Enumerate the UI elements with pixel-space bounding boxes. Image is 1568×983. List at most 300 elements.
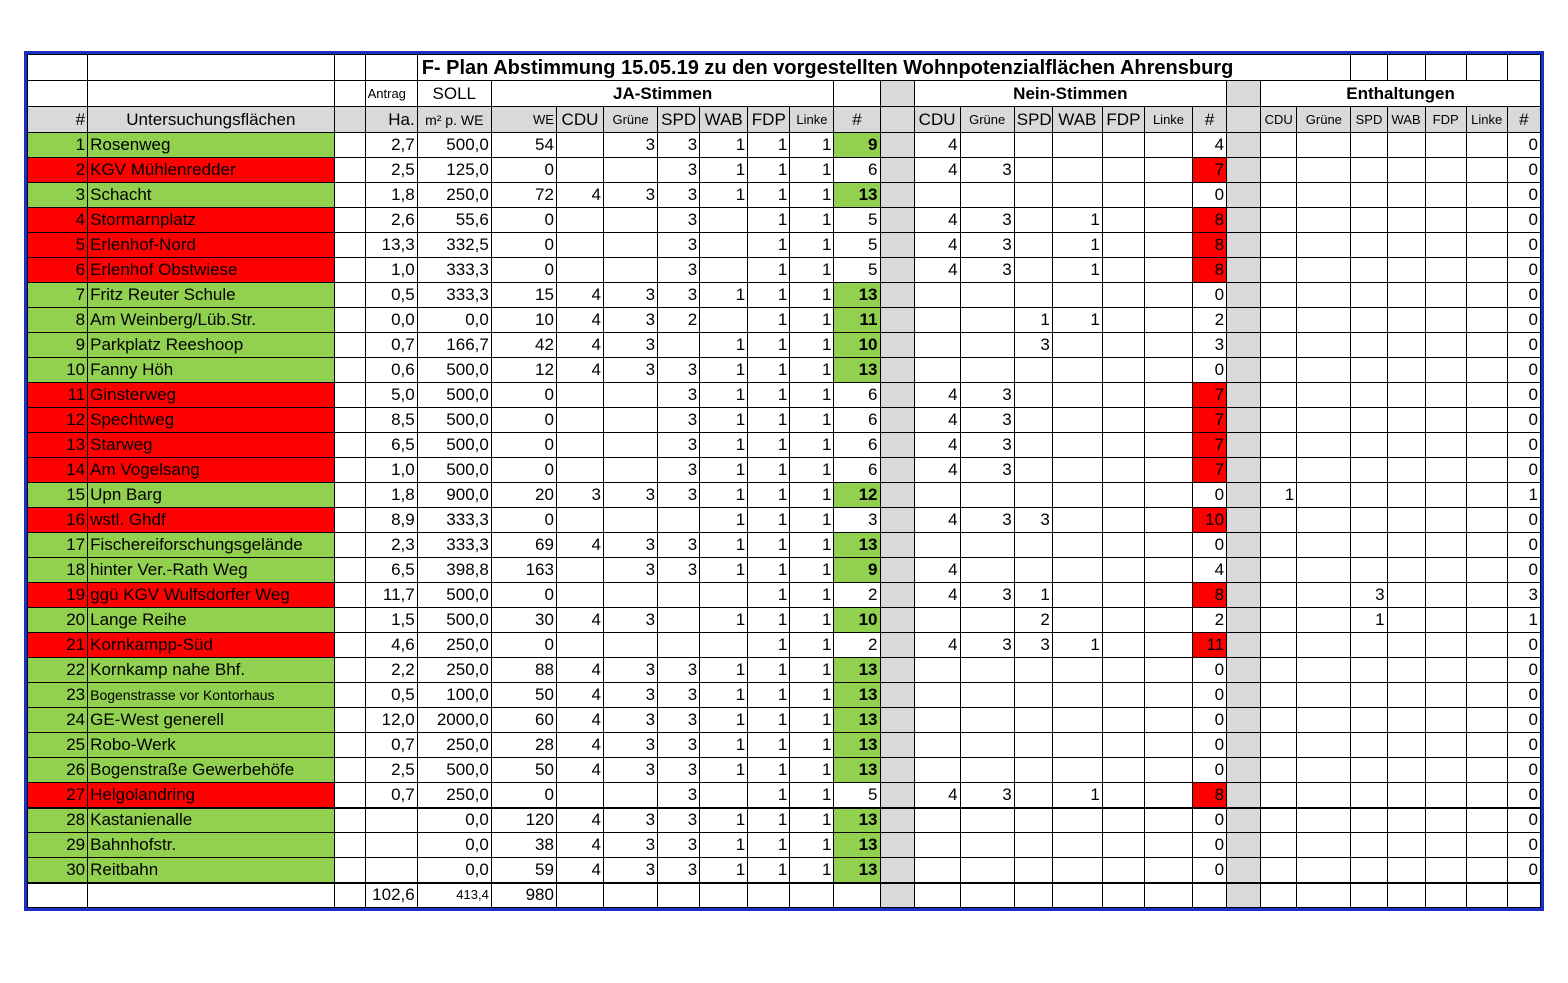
ja-vote: 3: [604, 133, 658, 158]
enth-total: 0: [1507, 133, 1540, 158]
ja-total: 5: [834, 258, 880, 283]
ja-vote: 3: [604, 483, 658, 508]
gap-cell: [1227, 133, 1261, 158]
ja-total: 9: [834, 133, 880, 158]
nein-vote: [1052, 558, 1102, 583]
ja-vote: 1: [790, 458, 834, 483]
enth-total: 0: [1507, 833, 1540, 858]
ja-vote: 3: [658, 533, 700, 558]
area-name: Bogenstraße Gewerbehöfe: [88, 758, 334, 783]
ja-total: 5: [834, 233, 880, 258]
enth-vote: [1297, 183, 1351, 208]
blank-cell: [334, 283, 365, 308]
enth-total: 0: [1507, 758, 1540, 783]
nein-total: 0: [1193, 658, 1227, 683]
row-number: 22: [28, 658, 88, 683]
ja-vote: [700, 583, 748, 608]
ja-total: 13: [834, 683, 880, 708]
we-soll: 30: [491, 608, 556, 633]
we-soll: 42: [491, 333, 556, 358]
enth-vote: [1387, 158, 1425, 183]
ja-total: 6: [834, 383, 880, 408]
enth-vote: [1425, 708, 1466, 733]
nein-vote: [1102, 483, 1144, 508]
row-number: 21: [28, 633, 88, 658]
nein-vote: [1102, 133, 1144, 158]
m2-per-we: 100,0: [417, 683, 491, 708]
ja-vote: 1: [748, 258, 790, 283]
nein-vote: [1144, 508, 1192, 533]
header-nein-3: WAB: [1052, 107, 1102, 133]
ja-vote: 3: [658, 708, 700, 733]
nein-vote: [960, 658, 1014, 683]
nein-vote: 4: [914, 208, 960, 233]
ja-vote: [700, 258, 748, 283]
ja-vote: [556, 383, 603, 408]
ja-stimmen-label: JA-Stimmen: [491, 81, 834, 107]
gap-cell: [1227, 433, 1261, 458]
ja-total: 13: [834, 183, 880, 208]
nein-total: 0: [1193, 808, 1227, 833]
nein-vote: [1144, 233, 1192, 258]
gap-cell: [1227, 458, 1261, 483]
enth-vote: [1351, 333, 1387, 358]
nein-vote: [1052, 583, 1102, 608]
ja-vote: 1: [748, 808, 790, 833]
nein-vote: [1144, 633, 1192, 658]
hectares: 1,8: [365, 483, 417, 508]
gap-cell: [1227, 183, 1261, 208]
enth-vote: [1425, 633, 1466, 658]
header-enth-0: CDU: [1261, 107, 1297, 133]
nein-vote: [1102, 833, 1144, 858]
header-num: #: [28, 107, 88, 133]
ja-vote: 1: [700, 658, 748, 683]
enth-total: 0: [1507, 383, 1540, 408]
ja-vote: 4: [556, 683, 603, 708]
we-soll: 60: [491, 708, 556, 733]
ja-vote: 1: [700, 408, 748, 433]
ja-vote: 1: [748, 783, 790, 808]
nein-vote: [1052, 383, 1102, 408]
enth-vote: [1425, 458, 1466, 483]
header-we: WE: [491, 107, 556, 133]
ja-vote: [556, 158, 603, 183]
ja-vote: 2: [658, 308, 700, 333]
hectares: 2,5: [365, 758, 417, 783]
nein-vote: [1102, 233, 1144, 258]
enth-vote: [1425, 208, 1466, 233]
ja-vote: 3: [658, 183, 700, 208]
ja-vote: 1: [790, 233, 834, 258]
enth-vote: [1466, 158, 1507, 183]
enth-vote: [1466, 733, 1507, 758]
enth-total: 0: [1507, 658, 1540, 683]
ja-vote: 1: [700, 808, 748, 833]
ja-vote: 1: [700, 283, 748, 308]
ja-vote: 1: [790, 808, 834, 833]
area-name: Fischereiforschungsgelände: [88, 533, 334, 558]
enth-vote: [1297, 533, 1351, 558]
ja-vote: 3: [658, 683, 700, 708]
nein-vote: [914, 708, 960, 733]
enth-vote: [1466, 633, 1507, 658]
blank-cell: [334, 733, 365, 758]
ja-vote: 1: [748, 758, 790, 783]
enth-vote: [1387, 408, 1425, 433]
area-name: wstl. Ghdf: [88, 508, 334, 533]
enth-vote: [1351, 783, 1387, 808]
totals-row: [28, 883, 1541, 908]
nein-vote: [1014, 158, 1052, 183]
ja-vote: 1: [748, 333, 790, 358]
blank-cell: [334, 683, 365, 708]
ja-vote: 4: [556, 608, 603, 633]
enth-vote: [1261, 583, 1297, 608]
hectares: 2,3: [365, 533, 417, 558]
hectares: 2,2: [365, 658, 417, 683]
nein-vote: [1102, 658, 1144, 683]
header-m2: m² p. WE: [417, 107, 491, 133]
enth-vote: [1351, 508, 1387, 533]
group-header-row: [28, 81, 1541, 107]
header-ja-5: Linke: [790, 107, 834, 133]
ja-vote: 1: [790, 508, 834, 533]
enth-vote: [1261, 733, 1297, 758]
nein-vote: [1052, 183, 1102, 208]
ja-vote: [556, 133, 603, 158]
nein-vote: [1144, 808, 1192, 833]
nein-vote: 3: [960, 208, 1014, 233]
ja-vote: 1: [748, 708, 790, 733]
nein-vote: [1052, 333, 1102, 358]
table-row: [28, 233, 1541, 258]
area-name: Schacht: [88, 183, 334, 208]
hectares: 0,7: [365, 783, 417, 808]
ja-vote: 3: [658, 858, 700, 883]
ja-vote: 3: [604, 708, 658, 733]
gap-cell: [1227, 158, 1261, 183]
blank-cell: [700, 883, 748, 908]
ja-vote: 1: [748, 308, 790, 333]
nein-vote: [960, 133, 1014, 158]
nein-vote: 4: [914, 383, 960, 408]
enth-vote: [1466, 383, 1507, 408]
enth-vote: [1387, 233, 1425, 258]
table-row: [28, 358, 1541, 383]
gap-cell: [1227, 333, 1261, 358]
nein-vote: [1014, 858, 1052, 883]
nein-vote: 1: [1014, 583, 1052, 608]
ja-vote: 3: [604, 308, 658, 333]
ja-vote: 1: [748, 833, 790, 858]
ja-vote: 1: [748, 408, 790, 433]
ja-vote: [556, 583, 603, 608]
enth-vote: [1351, 458, 1387, 483]
nein-vote: [1144, 383, 1192, 408]
ja-total: 12: [834, 483, 880, 508]
enth-vote: [1261, 683, 1297, 708]
ja-vote: [604, 783, 658, 808]
nein-vote: [1052, 458, 1102, 483]
gap-cell: [880, 783, 914, 808]
ja-vote: 3: [658, 358, 700, 383]
ja-total: 13: [834, 758, 880, 783]
nein-total: 0: [1193, 733, 1227, 758]
nein-total: 0: [1193, 858, 1227, 883]
enth-vote: [1466, 333, 1507, 358]
ja-vote: 4: [556, 708, 603, 733]
nein-vote: [1102, 533, 1144, 558]
we-soll: 0: [491, 508, 556, 533]
nein-vote: [1144, 533, 1192, 558]
enth-vote: [1261, 708, 1297, 733]
vote-table: [27, 54, 1541, 908]
gap-cell: [880, 408, 914, 433]
gap-cell: [880, 158, 914, 183]
we-soll: 0: [491, 233, 556, 258]
nein-vote: [960, 708, 1014, 733]
we-soll: 0: [491, 458, 556, 483]
gap-cell: [1227, 508, 1261, 533]
nein-vote: [1144, 208, 1192, 233]
area-name: Helgolandring: [88, 783, 334, 808]
nein-vote: 4: [914, 583, 960, 608]
nein-vote: 3: [960, 583, 1014, 608]
header-nein-2: SPD: [1014, 107, 1052, 133]
we-soll: 0: [491, 433, 556, 458]
nein-vote: [914, 483, 960, 508]
ja-vote: 3: [658, 458, 700, 483]
we-soll: 28: [491, 733, 556, 758]
ja-vote: 3: [604, 333, 658, 358]
ja-vote: [604, 583, 658, 608]
gap-cell: [880, 733, 914, 758]
ja-vote: 1: [700, 183, 748, 208]
ja-vote: 1: [748, 733, 790, 758]
we-soll: 0: [491, 583, 556, 608]
row-number: 13: [28, 433, 88, 458]
enth-vote: [1297, 558, 1351, 583]
enth-vote: [1261, 783, 1297, 808]
row-number: 30: [28, 858, 88, 883]
nein-total: 10: [1193, 508, 1227, 533]
enth-vote: [1425, 408, 1466, 433]
ja-vote: 3: [658, 408, 700, 433]
area-name: Erlenhof-Nord: [88, 233, 334, 258]
enth-vote: [1387, 833, 1425, 858]
nein-vote: [1052, 133, 1102, 158]
nein-total: 8: [1193, 783, 1227, 808]
ja-vote: 1: [748, 233, 790, 258]
nein-vote: [960, 858, 1014, 883]
we-soll: 163: [491, 558, 556, 583]
ja-vote: 3: [658, 158, 700, 183]
nein-vote: 4: [914, 433, 960, 458]
m2-per-we: 500,0: [417, 133, 491, 158]
enth-vote: [1261, 558, 1297, 583]
enth-total: 3: [1507, 583, 1540, 608]
ja-vote: [604, 633, 658, 658]
ja-vote: 1: [790, 708, 834, 733]
enth-vote: [1387, 808, 1425, 833]
enth-vote: [1297, 333, 1351, 358]
nein-vote: [1014, 283, 1052, 308]
area-name: ggü KGV Wulfsdorfer Weg: [88, 583, 334, 608]
table-row: [28, 683, 1541, 708]
ja-vote: 1: [790, 158, 834, 183]
hectares: 1,5: [365, 608, 417, 633]
enth-vote: [1351, 208, 1387, 233]
enth-total: 0: [1507, 408, 1540, 433]
blank-cell: [1052, 883, 1102, 908]
table-row: [28, 608, 1541, 633]
row-number: 25: [28, 733, 88, 758]
ja-vote: [556, 433, 603, 458]
ja-vote: [658, 333, 700, 358]
m2-per-we: 332,5: [417, 233, 491, 258]
m2-per-we: 500,0: [417, 608, 491, 633]
nein-vote: 3: [960, 408, 1014, 433]
we-soll: 59: [491, 858, 556, 883]
enth-total: 0: [1507, 708, 1540, 733]
m2-per-we: 500,0: [417, 758, 491, 783]
enth-vote: [1351, 758, 1387, 783]
enth-vote: [1425, 658, 1466, 683]
enth-vote: [1425, 533, 1466, 558]
ja-vote: 1: [748, 583, 790, 608]
header-ja-1: Grüne: [604, 107, 658, 133]
we-soll: 15: [491, 283, 556, 308]
gap-cell: [1227, 658, 1261, 683]
total-hectares: 102,6: [365, 883, 417, 908]
enth-vote: [1387, 508, 1425, 533]
m2-per-we: 250,0: [417, 733, 491, 758]
gap-cell: [880, 333, 914, 358]
nein-vote: [1014, 558, 1052, 583]
ja-total: 13: [834, 708, 880, 733]
ja-vote: 1: [700, 833, 748, 858]
enth-vote: [1351, 308, 1387, 333]
m2-per-we: 333,3: [417, 258, 491, 283]
header-blank: [334, 107, 365, 133]
enth-vote: [1466, 758, 1507, 783]
soll-label: SOLL: [417, 81, 491, 107]
we-soll: 50: [491, 758, 556, 783]
ja-vote: 3: [604, 608, 658, 633]
nein-vote: 1: [1014, 308, 1052, 333]
ja-vote: 4: [556, 308, 603, 333]
blank-cell: [334, 708, 365, 733]
nein-vote: [1014, 183, 1052, 208]
row-number: 23: [28, 683, 88, 708]
nein-total: 8: [1193, 233, 1227, 258]
enth-vote: [1425, 833, 1466, 858]
nein-vote: [914, 658, 960, 683]
blank-cell: [334, 483, 365, 508]
nein-vote: 3: [960, 458, 1014, 483]
nein-vote: [1014, 808, 1052, 833]
enth-vote: [1387, 383, 1425, 408]
nein-vote: [960, 833, 1014, 858]
gap-cell: [880, 133, 914, 158]
gap-cell: [880, 758, 914, 783]
enth-vote: [1351, 133, 1387, 158]
gap-cell: [1227, 233, 1261, 258]
ja-vote: [700, 783, 748, 808]
ja-vote: 3: [604, 183, 658, 208]
blank-cell: [1014, 883, 1052, 908]
nein-vote: [960, 683, 1014, 708]
blank-cell: [334, 408, 365, 433]
ja-vote: 1: [700, 708, 748, 733]
ja-vote: 1: [748, 658, 790, 683]
enth-vote: [1425, 133, 1466, 158]
row-number: 17: [28, 533, 88, 558]
enth-vote: [1387, 558, 1425, 583]
ja-total: 6: [834, 158, 880, 183]
nein-vote: [914, 183, 960, 208]
hectares: 6,5: [365, 433, 417, 458]
ja-vote: [604, 258, 658, 283]
nein-total: 4: [1193, 133, 1227, 158]
gap-cell: [880, 433, 914, 458]
enthaltungen-label: Enthaltungen: [1261, 81, 1541, 107]
enth-total: 0: [1507, 183, 1540, 208]
hectares: 12,0: [365, 708, 417, 733]
nein-total: 7: [1193, 433, 1227, 458]
enth-vote: [1466, 783, 1507, 808]
enth-vote: [1261, 608, 1297, 633]
area-name: Fritz Reuter Schule: [88, 283, 334, 308]
ja-vote: 1: [790, 858, 834, 883]
ja-vote: 3: [604, 758, 658, 783]
hectares: 1,0: [365, 258, 417, 283]
enth-vote: [1387, 658, 1425, 683]
blank-cell: [914, 883, 960, 908]
nein-vote: [1144, 433, 1192, 458]
nein-vote: [960, 183, 1014, 208]
enth-vote: [1261, 808, 1297, 833]
ja-vote: 1: [700, 683, 748, 708]
row-number: 12: [28, 408, 88, 433]
enth-vote: [1297, 783, 1351, 808]
nein-total: 0: [1193, 358, 1227, 383]
enth-vote: [1466, 833, 1507, 858]
hectares: 13,3: [365, 233, 417, 258]
nein-vote: 1: [1052, 308, 1102, 333]
ja-vote: 1: [790, 333, 834, 358]
nein-vote: 4: [914, 508, 960, 533]
enth-vote: [1297, 308, 1351, 333]
ja-total: 13: [834, 808, 880, 833]
nein-vote: [1014, 408, 1052, 433]
sheet-title: F- Plan Abstimmung 15.05.19 zu den vorgestellten Wohnpotenzialflächen Ahrensburg: [417, 55, 1351, 81]
enth-vote: [1261, 283, 1297, 308]
nein-vote: [914, 533, 960, 558]
m2-per-we: 0,0: [417, 858, 491, 883]
ja-vote: [604, 433, 658, 458]
blank-cell: [334, 808, 365, 833]
table-row: [28, 658, 1541, 683]
ja-vote: 3: [658, 283, 700, 308]
nein-vote: [1144, 258, 1192, 283]
ja-vote: 1: [748, 608, 790, 633]
nein-vote: [1102, 583, 1144, 608]
nein-vote: [914, 608, 960, 633]
nein-vote: [1102, 508, 1144, 533]
enth-vote: [1261, 858, 1297, 883]
